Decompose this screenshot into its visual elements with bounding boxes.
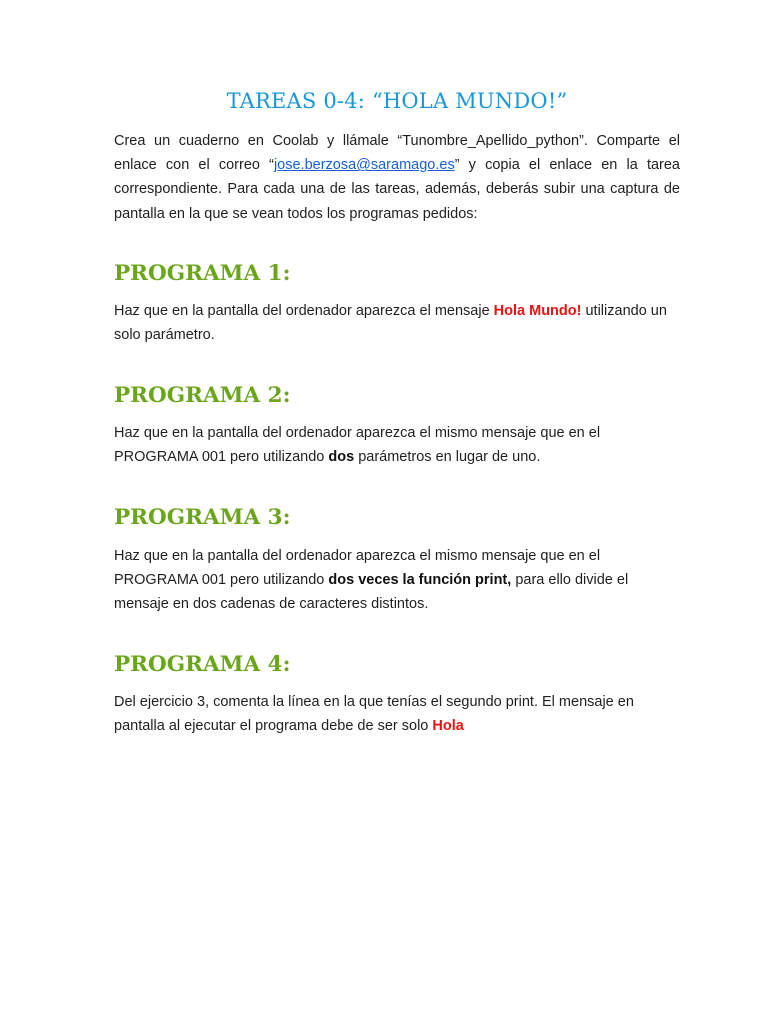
- program-3-heading: PROGRAMA 3:: [114, 505, 291, 530]
- program-2-heading: PROGRAMA 2:: [114, 383, 291, 408]
- program-3-highlight: dos veces la función print,: [328, 572, 512, 589]
- program-3-text-b: para ello divide el mensaje en dos cadenas de caracteres distintos.: [114, 572, 629, 613]
- document-title: TAREAS 0-4: “HOLA MUNDO!”: [226, 89, 568, 113]
- intro-text-part2: ” y copia el enlace en la tarea correspondiente. Para cada una de las tareas, además, deberás subir una captura de pantalla en la que se vean todos los programas pedidos:: [114, 157, 680, 222]
- program-4-highlight: Hola: [432, 718, 464, 735]
- intro-paragraph: [114, 129, 680, 226]
- program-3-text: [114, 544, 639, 617]
- program-1-text-a: Haz que en la pantalla del ordenador aparezca el mensaje: [114, 303, 494, 319]
- program-1-text: [114, 299, 680, 347]
- program-4-text: [114, 690, 659, 738]
- program-3-text-a: Haz que en la pantalla del ordenador aparezca el mismo mensaje que en el PROGRAMA 001 pero utilizando: [114, 548, 601, 589]
- program-4-heading: PROGRAMA 4:: [114, 652, 291, 677]
- program-4-text-a: Del ejercicio 3, comenta la línea en la que tenías el segundo print. El mensaje en pantalla al ejecutar el programa debe de ser solo: [114, 694, 634, 735]
- program-1-text-b: utilizando un solo parámetro.: [114, 303, 667, 344]
- program-1-heading: PROGRAMA 1:: [114, 261, 291, 286]
- program-2-text-a: Haz que en la pantalla del ordenador aparezca el mismo mensaje que en el PROGRAMA 001 pero utilizando: [114, 425, 601, 466]
- email-link[interactable]: jose.berzosa@saramago.es: [273, 157, 455, 174]
- program-2-text-b: parámetros en lugar de uno.: [354, 449, 541, 466]
- program-1-highlight: Hola Mundo!: [493, 303, 582, 319]
- program-2-highlight: dos: [328, 449, 355, 466]
- program-2-text: [114, 421, 624, 469]
- intro-text-part1: Crea un cuaderno en Coolab y llámale “Tunombre_Apellido_python”. Comparte el enlace con el correo “: [114, 133, 680, 174]
